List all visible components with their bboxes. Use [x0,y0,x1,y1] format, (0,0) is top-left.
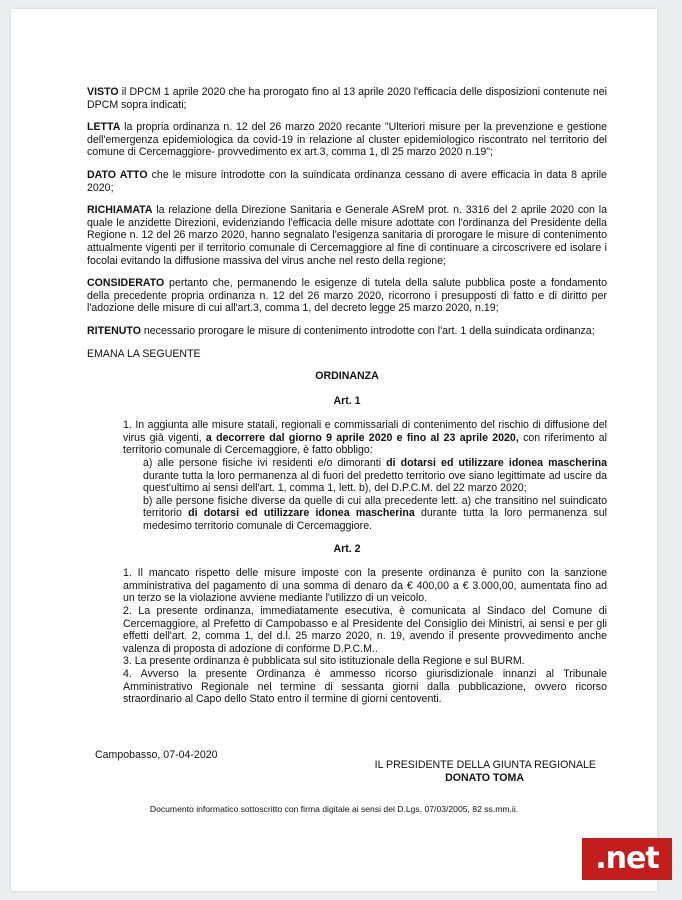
paragraph-text: pertanto che, permanendo le esigenze di tutela della salute pubblica poste a fondamento della precedente propria ordinanza n. 12 del 26 marzo 2020, ricorrono i presupposti di fatto e di diritto per l'adozione delle misure di cui all'art.3, comma 1, del decreto legge 25 marzo 2020, n.19; [87,277,607,315]
paragraph-visto [87,86,607,111]
paragraph-richiamata [87,204,607,267]
digital-signature-footnote: Documento informatico sottoscritto con firma digitale ai sensi del D.Lgs. 07/03/2005, 82 ss.mm.ii. [149,804,519,814]
document-body [87,86,607,714]
emana-heading: EMANA LA SEGUENTE [87,347,201,360]
paragraph-ritenuto [87,325,607,338]
art1-item-b [123,495,607,533]
paragraph-considerato [87,277,607,315]
paragraph-keyword: RICHIAMATA [87,204,153,217]
art1-intro: 1. In aggiunta alle misure statali, regionali e commissariali di contenimento del rischio di diffusione del virus già vigenti, [123,419,607,444]
art1-item-b-bold: di dotarsi ed utilizzare idonea mascherina [188,507,415,520]
paragraph-keyword: DATO ATTO [87,168,148,181]
art2-body [87,567,607,706]
paragraph-keyword: CONSIDERATO [87,277,165,290]
paragraph-text: la relazione della Direzione Sanitaria e Generale ASreM prot. n. 3316 del 2 aprile 2020 con la quale le anzidette Direzioni, evidenziando l'efficacia delle misure adottate con l'ordinanza del Presidente della Regione n. 12 del 26 marzo 2020, hanno segnalato l'esigenza sanitaria di prorogare le misure di contenimento attualmente vigenti per il territorio comunale di Cercemaggiore al fine di continuare a circoscrivere ed isolare i focolai evitando la diffusione massiva del virus anche nel resto della regione; [87,204,607,267]
ordinanza-title: ORDINANZA [315,370,379,383]
art1-item-a [123,457,607,495]
paragraph-keyword: RITENUTO [87,324,141,337]
paragraph-keyword: LETTA [87,121,121,134]
art1-intro-tail: con riferimento al territorio comunale di Cercemaggiore, è fatto obbligo: [123,431,607,457]
art2-item: 3. La presente ordinanza è pubblicata sul sito istituzionale della Regione e sul BURM. [123,655,525,668]
signature-block [356,759,596,784]
art1-item-a-text: a) alle persone fisiche ivi residenti e/o dimoranti [143,457,387,470]
art2-item: 4. Avverso la presente Ordinanza è ammesso ricorso giurisdizionale innanzi al Tribunale Amministrativo Regionale nel termine di sessanta giorni dalla pubblicazione, ovvero ricorso straordinario al Capo dello Stato entro il termine di giorni centoventi. [123,667,607,706]
art2-item: 1. Il mancato rispetto delle misure imposte con la presente ordinanza è punito con la sanzione amministrativa del pagamento di una somma di denaro da € 400,00 a € 3.000,00, aumentata fino ad un terzo se la violazione avviene mediante l'utilizzo di un veicolo. [123,567,607,605]
paragraph-letta [87,121,607,159]
art1-title: Art. 1 [333,394,361,407]
paragraph-text: la propria ordinanza n. 12 del 26 marzo 2020 recante "Ulteriori misure per la prevenzione e gestione dell'emergenza epidemiologica da covid-19 in relazione al cluster epidemiologico riscontrato nel territorio del comune di Cercemaggiore- provvedimento ex art.3, comma 1, dl 25 marzo 2020 n.19"; [87,121,607,159]
signatory-title: IL PRESIDENTE DELLA GIUNTA REGIONALE [374,759,596,771]
paragraph-keyword: VISTO [87,86,119,98]
art2-item: 2. La presente ordinanza, immediatamente esecutiva, è comunicata al Sindaco del Comune di Cercemaggiore, al Prefetto di Campobasso e al Presidente del Consiglio dei Ministri, ai sensi e per gli effetti dell'art. 2, comma 1, del d.l. 25 marzo 2020, n. 19, avendo il presente provvedimento anche valenza di proposta di adozione di conforme D.P.C.M.. [123,605,607,655]
art2-title: Art. 2 [333,542,361,555]
art1-item-a-tail: durante tutta la loro permanenza al di fuori del predetto territorio ove siano legittimate ad uscire da quest'ultimo ai sensi dell'art. 1, comma 1, lett. b), del D.P.C.M. del 22 marzo 2020; [143,469,607,495]
watermark-logo: .net [582,838,672,880]
art1-body [87,419,607,532]
paragraph-text: necessario prorogare le misure di contenimento introdotte con l'art. 1 della suindicata ordinanza; [140,324,595,337]
paragraph-text: che le misure introdotte con la suindicata ordinanza cessano di avere efficacia in data 8 aprile 2020; [87,168,607,194]
place-date: Campobasso, 07-04-2020 [95,749,218,761]
paragraph-text: il DPCM 1 aprile 2020 che ha prorogato fino al 13 aprile 2020 l'efficacia delle disposizioni contenute nei DPCM sopra indicati; [87,86,607,111]
art1-item-a-bold: di dotarsi ed utilizzare idonea mascherina [386,457,607,470]
signatory-name: DONATO TOMA [445,771,524,784]
paragraph-dato-atto [87,169,607,194]
art1-item-b-tail: durante tutta la loro permanenza sul medesimo territorio comunale di Cercemaggiore. [143,507,608,533]
art1-item-b-text: b) alle persone fisiche diverse da quelle di cui alla precedente lett. a) che transitino nel suindicato territorio [143,494,607,520]
document-page [11,9,657,891]
art1-intro-dates: a decorrere dal giorno 9 aprile 2020 e fino al 23 aprile 2020, [205,431,519,444]
